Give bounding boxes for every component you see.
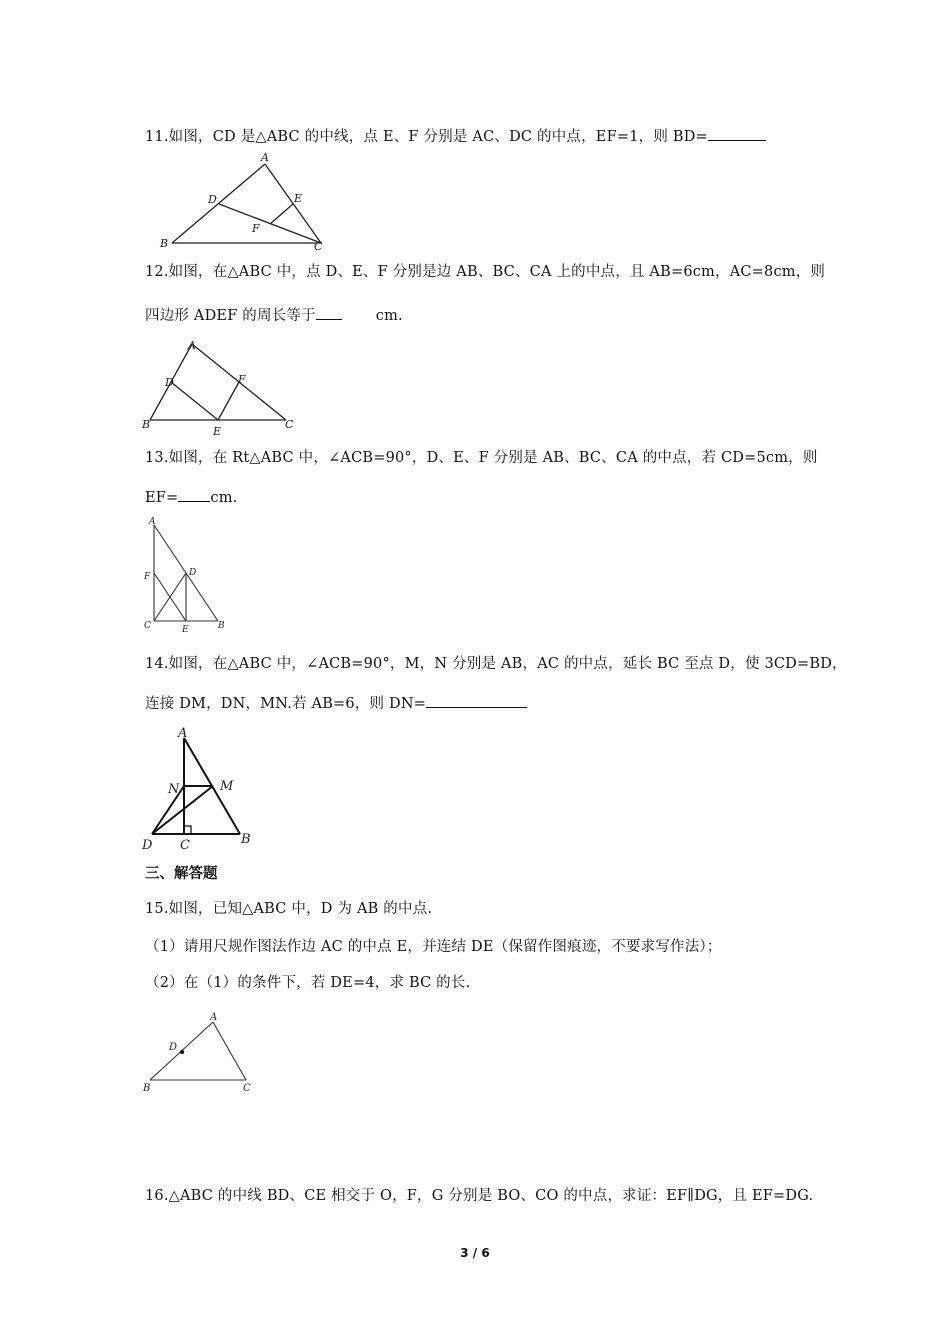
q14-label-b: B <box>241 832 251 847</box>
q11-label-f: F <box>252 222 260 235</box>
q12-line1: 12.如图，在△ABC 中，点 D、E、F 分别是边 AB、BC、CA 上的中点，且 AB=6cm，AC=8cm，则 <box>145 264 826 280</box>
q14-line1: 14.如图，在△ABC 中，∠ACB=90°，M，N 分别是 AB，AC 的中点，延长 BC 至点 D，使 3CD=BD， <box>145 656 847 672</box>
q15-figure <box>140 1010 260 1095</box>
q15-side-ac <box>213 1022 246 1080</box>
q11-label-c: C <box>314 240 323 250</box>
q13-label-a: A <box>149 517 156 527</box>
q14-line2 <box>145 693 527 714</box>
q12-label-b: B <box>142 418 151 431</box>
q12-unit: cm. <box>375 308 403 324</box>
q15-point-d <box>180 1050 184 1054</box>
q15-line2: （1）请用尺规作图法作边 AC 的中点 E，并连结 DE（保留作图痕迹，不要求写作法）； <box>145 939 722 955</box>
q12-segment-de <box>171 382 218 420</box>
page-number: 3 / 6 <box>460 1246 490 1260</box>
q13-label-f: F <box>144 572 151 582</box>
q12-label-d: D <box>165 376 174 389</box>
section-heading: 三、解答题 <box>145 866 218 882</box>
q14-segment-dm <box>152 786 213 834</box>
q13-stem: EF= <box>145 490 179 506</box>
q13-line1: 13.如图，在 Rt△ABC 中，∠ACB=90°，D、E、F 分别是 AB、BC、CA 的中点，若 CD=5cm，则 <box>145 450 818 466</box>
q15-label-c: C <box>243 1083 251 1094</box>
q15-label-b: B <box>143 1083 151 1094</box>
q13-label-b: B <box>218 621 225 631</box>
q12-label-c: C <box>285 418 294 431</box>
q13-label-d: D <box>189 568 197 578</box>
q11-figure <box>155 150 330 250</box>
q15-line3: （2）在（1）的条件下，若 DE=4，求 BC 的长. <box>145 975 471 991</box>
q14-label-n: N <box>168 782 180 797</box>
q13-figure <box>140 514 235 634</box>
q13-label-e: E <box>182 625 189 634</box>
q15-label-a: A <box>210 1012 218 1023</box>
q11-segment-ef <box>270 204 293 224</box>
q12-answer-blank[interactable] <box>316 305 342 320</box>
q13-unit: cm. <box>210 490 238 506</box>
q14-stem: 连接 DM，DN，MN.若 AB=6，则 DN= <box>145 696 427 712</box>
q14-label-a: A <box>178 726 188 741</box>
q14-right-angle-mark <box>184 826 191 834</box>
q14-figure <box>140 722 255 850</box>
q12-segment-ef <box>218 382 239 420</box>
q13-line2 <box>145 487 238 508</box>
q11-label-d: D <box>208 193 217 206</box>
q11-answer-blank[interactable] <box>708 126 766 141</box>
q11-side-ac <box>265 164 321 243</box>
q11-label-b: B <box>160 237 169 250</box>
q13-answer-blank[interactable] <box>178 487 210 502</box>
q15-line1: 15.如图，已知△ABC 中，D 为 AB 的中点. <box>145 901 433 917</box>
q15-label-d: D <box>169 1042 178 1053</box>
q12-label-f: F <box>238 373 246 386</box>
q11-stem: 11.如图，CD 是△ABC 的中线，点 E、F 分别是 AC、DC 的中点，EF=1，则 BD= <box>145 129 708 145</box>
q12-label-e: E <box>213 425 222 438</box>
q14-label-c: C <box>180 838 190 850</box>
q14-answer-blank[interactable] <box>426 693 527 708</box>
q11-label-a: A <box>261 151 269 164</box>
q12-figure <box>140 336 305 438</box>
q12-line2 <box>145 305 403 326</box>
q11-label-e: E <box>294 192 303 205</box>
q12-stem: 四边形 ADEF 的周长等于 <box>145 308 316 324</box>
q13-label-c: C <box>144 621 151 631</box>
q16-line1: 16.△ABC 的中线 BD、CE 相交于 O，F，G 分别是 BO、CO 的中点，求证：EF∥DG，且 EF=DG. <box>145 1188 814 1204</box>
q11-text <box>145 126 766 147</box>
q14-label-d: D <box>142 838 153 850</box>
q12-label-a: A <box>188 339 196 352</box>
q14-label-m: M <box>220 779 234 794</box>
